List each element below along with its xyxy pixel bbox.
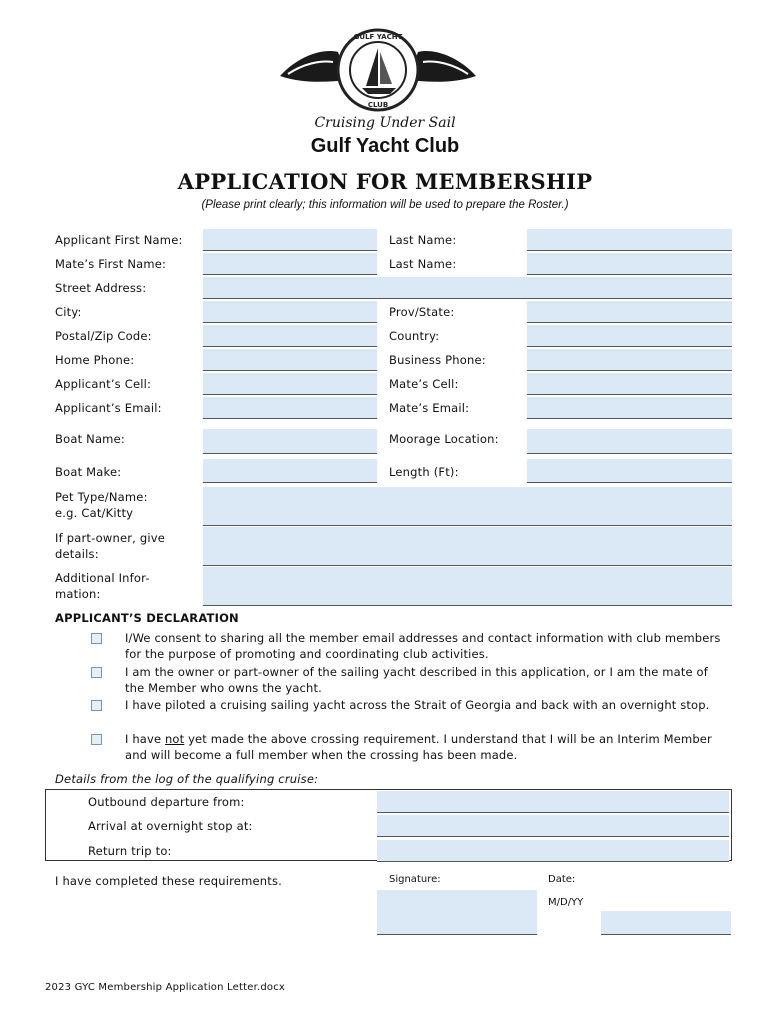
club-name: Gulf Yacht Club	[310, 135, 460, 157]
mate-last-name-field[interactable]	[527, 253, 732, 275]
part-owner-label-line1: If part-owner, give	[55, 531, 166, 545]
applicant-first-name-label: Applicant First Name:	[55, 233, 183, 247]
mate-cell-field[interactable]	[527, 373, 732, 395]
mate-first-name-label: Mate’s First Name:	[55, 257, 167, 271]
mate-last-name-label: Last Name:	[389, 257, 457, 271]
applicant-email-field[interactable]	[203, 397, 377, 419]
date-field[interactable]	[601, 911, 731, 935]
declaration-item-3: I have piloted a cruising sailing yacht across the Strait of Georgia and back with an overnight stop.	[125, 698, 710, 712]
business-phone-field[interactable]	[527, 349, 732, 371]
mate-first-name-field[interactable]	[203, 253, 377, 275]
pet-type-field[interactable]	[203, 487, 732, 526]
declaration-checkbox-2[interactable]	[91, 667, 102, 678]
street-address-label: Street Address:	[55, 281, 147, 295]
country-field[interactable]	[527, 325, 732, 347]
completed-statement: I have completed these requirements.	[55, 874, 282, 888]
home-phone-field[interactable]	[203, 349, 377, 371]
home-phone-label: Home Phone:	[55, 353, 135, 367]
declaration-checkbox-1[interactable]	[91, 633, 102, 644]
signature-field[interactable]	[377, 890, 537, 935]
page-subtitle: (Please print clearly; this information will be used to prepare the Roster.)	[201, 199, 569, 211]
page-title: APPLICATION FOR MEMBERSHIP	[177, 169, 593, 194]
business-phone-label: Business Phone:	[389, 353, 486, 367]
applicant-last-name-field[interactable]	[527, 229, 732, 251]
mate-email-label: Mate’s Email:	[389, 401, 470, 415]
boat-make-field[interactable]	[203, 459, 377, 483]
additional-info-label-line1: Additional Infor-	[55, 571, 150, 585]
declaration-item-4-not: not	[164, 732, 185, 746]
pet-type-label: Pet Type/Name:	[55, 490, 148, 504]
prov-state-field[interactable]	[527, 301, 732, 323]
moorage-location-field[interactable]	[527, 429, 732, 454]
declaration-checkbox-4[interactable]	[91, 734, 102, 745]
date-format-hint: M/D/YY	[548, 897, 584, 908]
prov-state-label: Prov/State:	[389, 305, 455, 319]
declaration-item-1: I/We consent to sharing all the member email addresses and contact information with club members for the purpose of promoting and coordinating club activities.	[125, 631, 721, 661]
logo-top-text: GULF YACHT	[353, 33, 403, 41]
city-label: City:	[55, 305, 82, 319]
declaration-checkbox-3[interactable]	[91, 700, 102, 711]
date-label: Date:	[548, 874, 576, 885]
return-trip-field[interactable]	[377, 840, 729, 862]
postal-zip-label: Postal/Zip Code:	[55, 329, 152, 343]
part-owner-label-line2: details:	[55, 547, 99, 561]
mate-cell-label: Mate’s Cell:	[389, 377, 459, 391]
part-owner-field[interactable]	[203, 527, 732, 566]
logo-bottom-text: CLUB	[367, 101, 389, 109]
outbound-field[interactable]	[377, 791, 729, 813]
pet-example-label: e.g. Cat/Kitty	[55, 506, 134, 520]
city-field[interactable]	[203, 301, 377, 323]
applicant-last-name-label: Last Name:	[389, 233, 457, 247]
tagline: Cruising Under Sail	[314, 115, 456, 131]
log-heading: Details from the log of the qualifying cruise:	[55, 772, 319, 786]
additional-info-field[interactable]	[203, 567, 732, 606]
additional-info-label-line2: mation:	[55, 587, 101, 601]
country-label: Country:	[389, 329, 440, 343]
street-address-field[interactable]	[203, 277, 732, 299]
declaration-item-2: I am the owner or part-owner of the sailing yacht described in this application, or I am the mate of the Member who owns the yacht.	[125, 665, 708, 695]
signature-label: Signature:	[389, 874, 441, 885]
outbound-label: Outbound departure from:	[88, 795, 245, 809]
applicant-first-name-field[interactable]	[203, 229, 377, 251]
club-logo	[278, 28, 478, 112]
applicant-cell-field[interactable]	[203, 373, 377, 395]
postal-zip-field[interactable]	[203, 325, 377, 347]
applicant-cell-label: Applicant’s Cell:	[55, 377, 152, 391]
boat-name-label: Boat Name:	[55, 432, 125, 446]
boat-name-field[interactable]	[203, 429, 377, 454]
footer-filename: 2023 GYC Membership Application Letter.docx	[45, 982, 286, 993]
mate-email-field[interactable]	[527, 397, 732, 419]
return-trip-label: Return trip to:	[88, 844, 172, 858]
applicant-email-label: Applicant’s Email:	[55, 401, 162, 415]
declaration-heading: APPLICANT’S DECLARATION	[55, 611, 239, 625]
length-ft-field[interactable]	[527, 459, 732, 483]
boat-make-label: Boat Make:	[55, 465, 122, 479]
declaration-item-4	[125, 731, 725, 763]
declaration-item-4-post: yet made the above crossing requirement. I understand that I will be an Interim Member and will become a full member when the crossing has been made.	[125, 732, 712, 762]
arrival-field[interactable]	[377, 815, 729, 837]
arrival-label: Arrival at overnight stop at:	[88, 819, 253, 833]
length-ft-label: Length (Ft):	[389, 465, 459, 479]
moorage-location-label: Moorage Location:	[389, 432, 499, 446]
declaration-item-4-pre: I have	[125, 732, 165, 746]
